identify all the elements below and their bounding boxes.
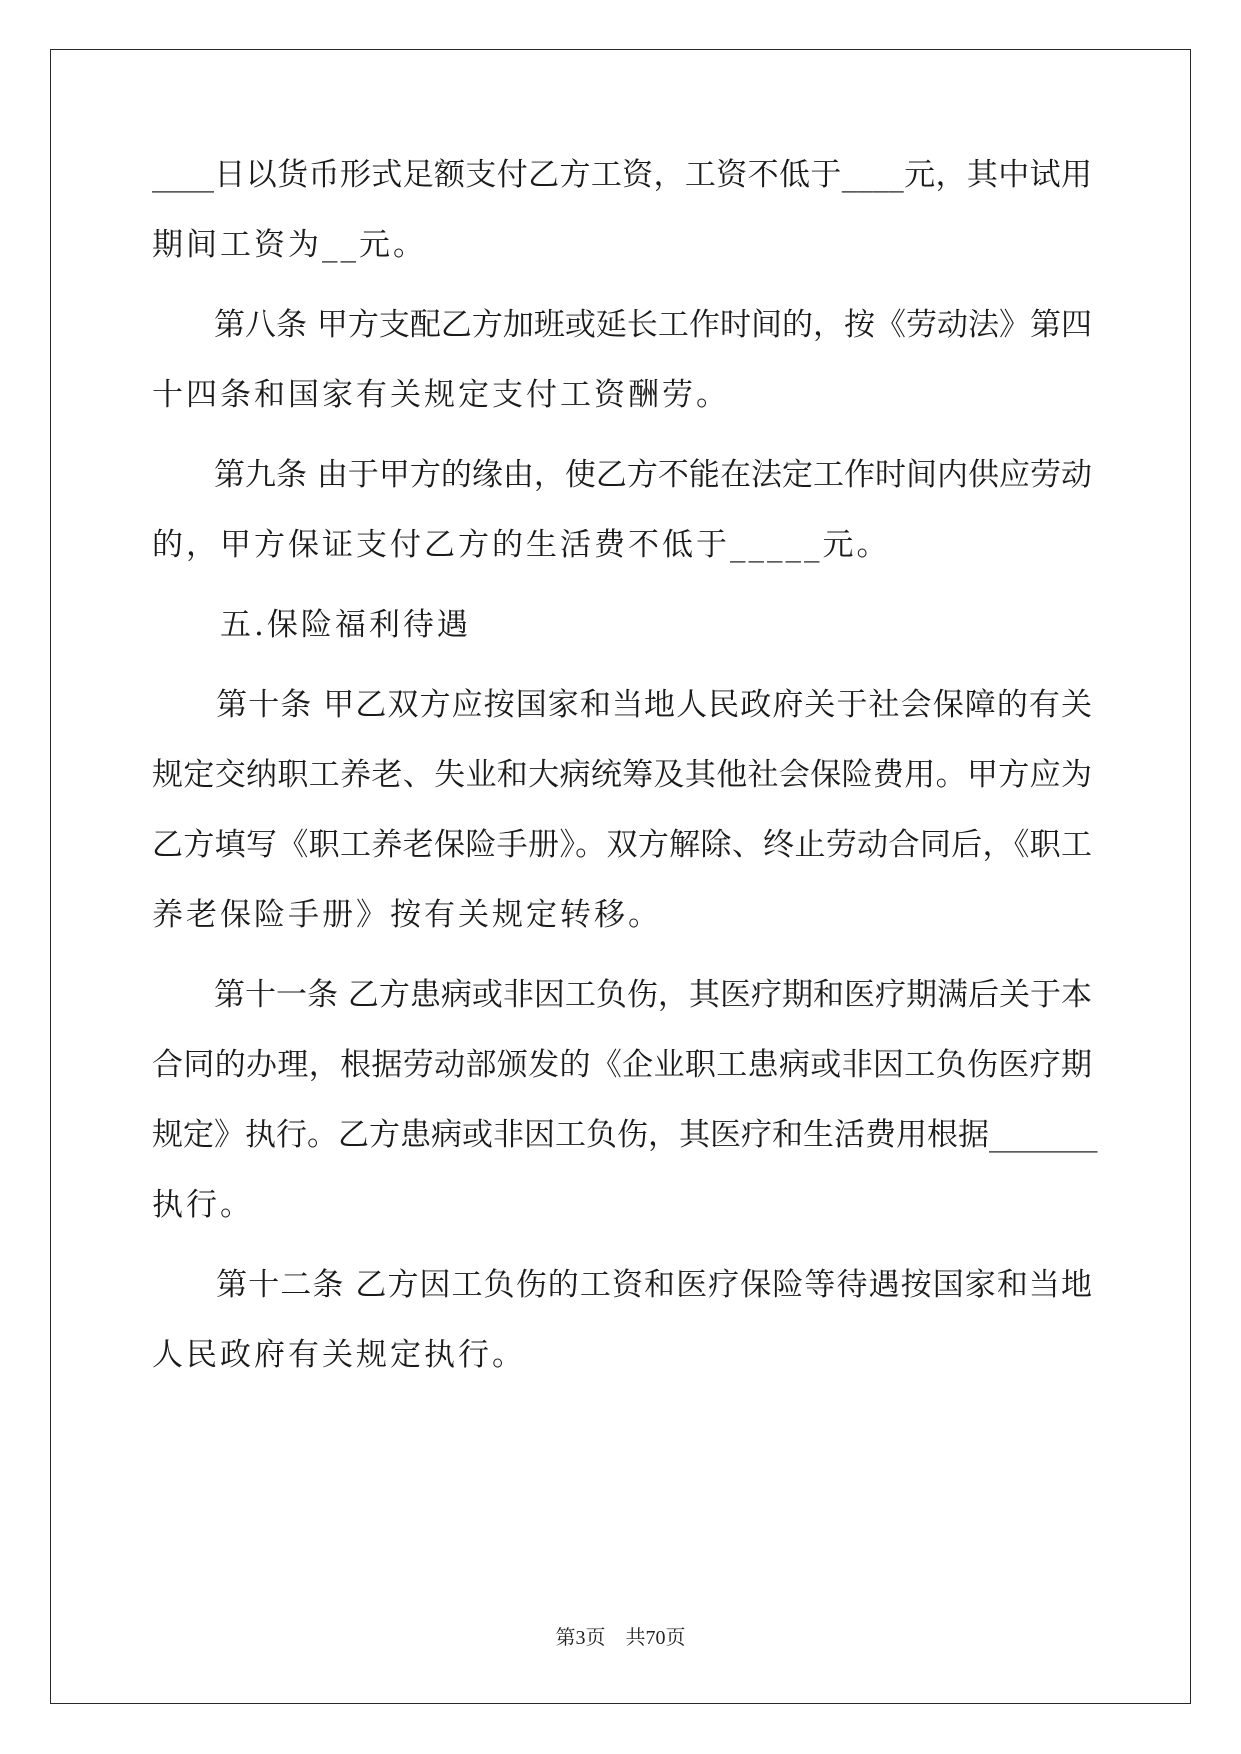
text-line: 规定》执行。乙方患病或非因工负伤，其医疗和生活费用根据_______ [152,1117,1098,1153]
text-line: 合同的办理，根据劳动部颁发的《企业职工患病或非因工负伤医疗期 [152,1047,1092,1083]
text-line: 第八条 甲方支配乙方加班或延长工作时间的，按《劳动法》第四 [152,307,1092,343]
text-line: 养老保险手册》按有关规定转移。 [152,897,662,933]
text-line: 执行。 [152,1187,254,1223]
text-line: 期间工资为__元。 [152,227,427,263]
page-border [50,49,1191,1704]
section-heading: 五.保险福利待遇 [152,607,471,643]
text-line: 人民政府有关规定执行。 [152,1337,526,1373]
page-footer: 第3页 共70页 [555,1627,686,1649]
text-line: 的，甲方保证支付乙方的生活费不低于_____元。 [152,527,891,563]
text-line: 规定交纳职工养老、失业和大病统筹及其他社会保险费用。甲方应为 [152,757,1092,793]
text-line: 第九条 由于甲方的缘由，使乙方不能在法定工作时间内供应劳动 [152,457,1092,493]
text-line: 十四条和国家有关规定支付工资酬劳。 [152,377,730,413]
text-line: 第十二条 乙方因工负伤的工资和医疗保险等待遇按国家和当地 [152,1267,1092,1303]
text-line: ____日以货币形式足额支付乙方工资，工资不低于____元，其中试用 [152,157,1092,193]
text-line: 第十一条 乙方患病或非因工负伤，其医疗期和医疗期满后关于本 [152,977,1092,1013]
text-line: 乙方填写《职工养老保险手册》。双方解除、终止劳动合同后，《职工 [152,827,1092,863]
text-line: 第十条 甲乙双方应按国家和当地人民政府关于社会保障的有关 [152,687,1092,723]
